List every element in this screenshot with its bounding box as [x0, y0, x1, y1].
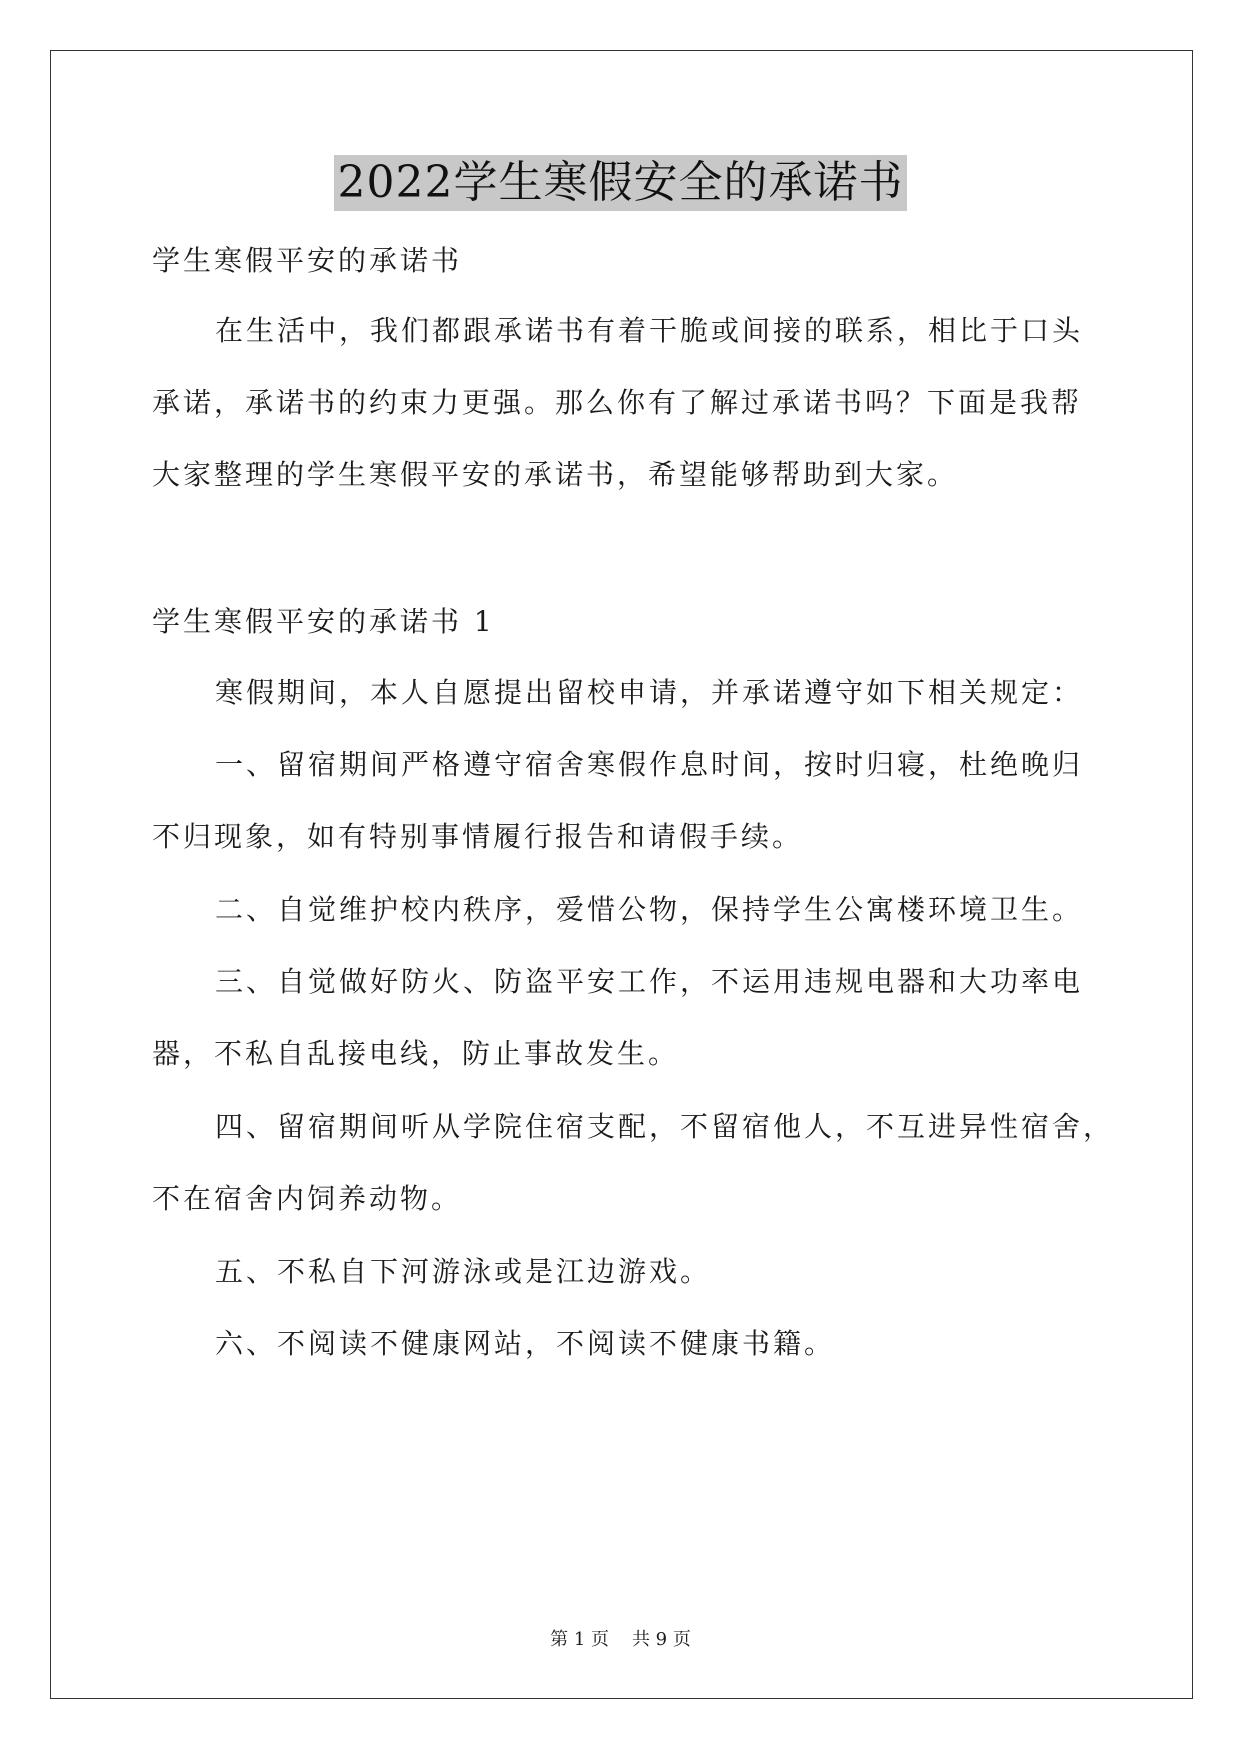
section-heading: 学生寒假平安的承诺书 1: [152, 605, 495, 638]
body-line-7: 四、留宿期间听从学院住宿支配，不留宿他人，不互进异性宿舍，: [215, 1110, 1115, 1143]
intro-line-1: 在生活中，我们都跟承诺书有着干脆或间接的联系，相比于口头: [215, 314, 1084, 347]
body-line-9: 五、不私自下河游泳或是江边游戏。: [215, 1255, 712, 1288]
body-line-4: 二、自觉维护校内秩序，爱惜公物，保持学生公寓楼环境卫生。: [215, 893, 1084, 926]
body-line-1: 寒假期间，本人自愿提出留校申请，并承诺遵守如下相关规定：: [215, 676, 1084, 709]
document-title: [0, 155, 1241, 211]
body-line-2: 一、留宿期间严格遵守宿舍寒假作息时间，按时归寝，杜绝晚归: [215, 748, 1084, 781]
body-line-6: 器，不私自乱接电线，防止事故发生。: [152, 1037, 680, 1070]
body-line-3: 不归现象，如有特别事情履行报告和请假手续。: [152, 820, 804, 853]
body-line-8: 不在宿舍内饲养动物。: [152, 1182, 463, 1215]
body-line-5: 三、自觉做好防火、防盗平安工作，不运用违规电器和大功率电: [215, 965, 1084, 998]
document-title-text: 2022学生寒假安全的承诺书: [334, 155, 908, 211]
subtitle: 学生寒假平安的承诺书: [152, 244, 463, 277]
body-line-10: 六、不阅读不健康网站，不阅读不健康书籍。: [215, 1327, 836, 1360]
intro-line-2: 承诺，承诺书的约束力更强。那么你有了解过承诺书吗？下面是我帮: [152, 386, 1083, 419]
intro-line-3: 大家整理的学生寒假平安的承诺书，希望能够帮助到大家。: [152, 458, 959, 491]
page-number-footer: 第 1 页 共 9 页: [550, 1629, 691, 1650]
page-border: [50, 50, 1193, 1699]
